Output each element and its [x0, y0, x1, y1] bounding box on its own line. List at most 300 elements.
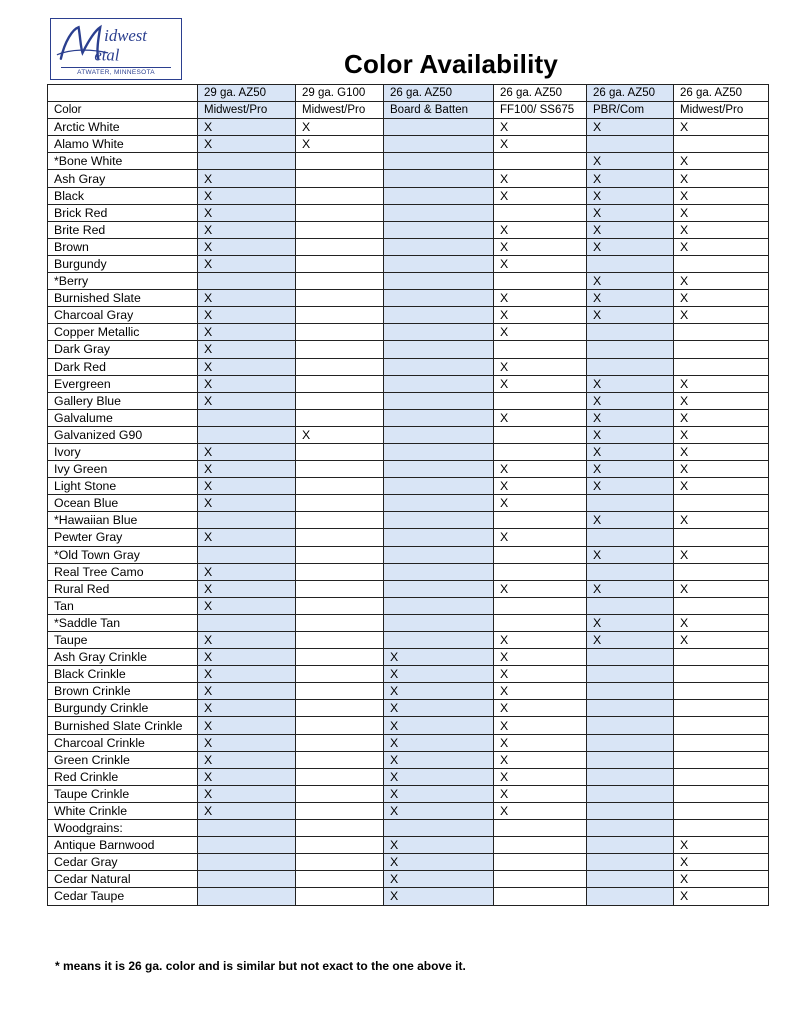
color-name-cell: *Bone White [48, 153, 198, 170]
table-row [48, 649, 769, 666]
availability-cell: X [587, 307, 674, 324]
table-row [48, 238, 769, 255]
availability-cell: X [674, 443, 769, 460]
color-name-cell: Galvanized G90 [48, 426, 198, 443]
availability-cell [384, 495, 494, 512]
availability-cell [384, 187, 494, 204]
availability-cell: X [674, 392, 769, 409]
color-name-cell: Cedar Natural [48, 871, 198, 888]
availability-cell [198, 409, 296, 426]
availability-cell: X [587, 290, 674, 307]
availability-cell: X [384, 768, 494, 785]
color-name-cell: *Saddle Tan [48, 614, 198, 631]
availability-cell [296, 700, 384, 717]
availability-cell: X [198, 683, 296, 700]
availability-cell [494, 837, 587, 854]
color-name-cell: Ivory [48, 443, 198, 460]
table-row [48, 255, 769, 272]
availability-cell: X [384, 802, 494, 819]
table-row [48, 324, 769, 341]
availability-cell [296, 529, 384, 546]
availability-cell [296, 854, 384, 871]
availability-cell: X [494, 290, 587, 307]
availability-cell [587, 649, 674, 666]
availability-cell: X [384, 700, 494, 717]
availability-cell [384, 597, 494, 614]
table-row [48, 614, 769, 631]
availability-cell [587, 871, 674, 888]
availability-cell [494, 888, 587, 905]
availability-cell: Board & Batten [384, 102, 494, 119]
availability-cell: X [587, 153, 674, 170]
availability-cell [296, 221, 384, 238]
table-row [48, 888, 769, 905]
table-row [48, 426, 769, 443]
availability-cell [494, 512, 587, 529]
availability-cell [494, 426, 587, 443]
availability-cell [587, 768, 674, 785]
availability-cell [384, 546, 494, 563]
availability-cell: X [674, 837, 769, 854]
availability-cell [384, 153, 494, 170]
table-row [48, 341, 769, 358]
availability-cell: X [494, 358, 587, 375]
availability-cell: X [674, 854, 769, 871]
color-name-cell: Ash Gray [48, 170, 198, 187]
color-name-cell: Burnished Slate [48, 290, 198, 307]
color-name-cell: Brown [48, 238, 198, 255]
availability-cell [674, 802, 769, 819]
table-row [48, 204, 769, 221]
availability-cell: X [494, 461, 587, 478]
availability-cell: X [198, 580, 296, 597]
availability-cell [198, 888, 296, 905]
availability-cell: X [587, 580, 674, 597]
availability-cell [587, 820, 674, 837]
color-name-cell: Color [48, 102, 198, 119]
color-name-cell: Galvalume [48, 409, 198, 426]
availability-cell [296, 717, 384, 734]
color-name-cell: Taupe [48, 632, 198, 649]
availability-cell: X [494, 632, 587, 649]
color-name-cell: Evergreen [48, 375, 198, 392]
availability-cell [674, 341, 769, 358]
table-row [48, 563, 769, 580]
availability-cell: X [674, 221, 769, 238]
availability-cell: X [198, 649, 296, 666]
availability-cell [587, 324, 674, 341]
availability-cell [296, 238, 384, 255]
table-row [48, 632, 769, 649]
availability-cell: 26 ga. AZ50 [384, 85, 494, 102]
table-row [48, 700, 769, 717]
availability-cell [296, 563, 384, 580]
color-name-cell: Brick Red [48, 204, 198, 221]
availability-cell [384, 341, 494, 358]
availability-cell: FF100/ SS675 [494, 102, 587, 119]
availability-cell: 29 ga. G100 [296, 85, 384, 102]
color-name-cell: Dark Gray [48, 341, 198, 358]
availability-cell: X [198, 768, 296, 785]
availability-cell [587, 255, 674, 272]
availability-cell [384, 443, 494, 460]
availability-cell: 26 ga. AZ50 [494, 85, 587, 102]
availability-cell: X [494, 666, 587, 683]
availability-cell [587, 785, 674, 802]
availability-cell: X [384, 837, 494, 854]
availability-cell [198, 426, 296, 443]
table-row [48, 461, 769, 478]
availability-cell: X [674, 187, 769, 204]
availability-cell: X [587, 614, 674, 631]
page-title: Color Availability [344, 49, 559, 79]
availability-cell [198, 854, 296, 871]
availability-cell: X [494, 802, 587, 819]
availability-cell [296, 802, 384, 819]
table-row [48, 546, 769, 563]
availability-cell [384, 529, 494, 546]
availability-cell [198, 614, 296, 631]
availability-cell [384, 563, 494, 580]
availability-cell: X [587, 119, 674, 136]
table-row [48, 290, 769, 307]
availability-cell: X [674, 153, 769, 170]
availability-cell [674, 649, 769, 666]
availability-cell: X [674, 273, 769, 290]
availability-cell: X [198, 700, 296, 717]
availability-cell [587, 751, 674, 768]
availability-cell [587, 358, 674, 375]
color-name-cell: Green Crinkle [48, 751, 198, 768]
logo-script-mark [51, 19, 181, 67]
availability-cell: X [587, 443, 674, 460]
availability-cell [674, 255, 769, 272]
availability-cell: X [198, 221, 296, 238]
header-row-profile [48, 102, 769, 119]
availability-cell: X [494, 495, 587, 512]
color-name-cell: Gallery Blue [48, 392, 198, 409]
color-name-cell: Charcoal Gray [48, 307, 198, 324]
availability-cell: 26 ga. AZ50 [587, 85, 674, 102]
availability-cell: X [198, 563, 296, 580]
availability-cell: X [494, 170, 587, 187]
availability-cell: Midwest/Pro [198, 102, 296, 119]
availability-cell: X [198, 204, 296, 221]
availability-cell [674, 136, 769, 153]
availability-cell [198, 820, 296, 837]
availability-cell: X [674, 546, 769, 563]
availability-cell: X [494, 187, 587, 204]
availability-cell [198, 153, 296, 170]
availability-cell: X [384, 717, 494, 734]
availability-cell: X [198, 307, 296, 324]
color-name-cell: Copper Metallic [48, 324, 198, 341]
availability-cell: X [587, 426, 674, 443]
color-name-cell: Tan [48, 597, 198, 614]
availability-cell [494, 204, 587, 221]
availability-cell: X [587, 375, 674, 392]
availability-cell: X [587, 409, 674, 426]
availability-cell: X [587, 546, 674, 563]
availability-cell [296, 324, 384, 341]
availability-cell: X [384, 666, 494, 683]
availability-cell: X [198, 136, 296, 153]
availability-cell: X [296, 136, 384, 153]
availability-cell: X [198, 632, 296, 649]
availability-cell [587, 717, 674, 734]
availability-cell [587, 341, 674, 358]
table-row [48, 443, 769, 460]
color-name-cell: Cedar Gray [48, 854, 198, 871]
table-row [48, 580, 769, 597]
availability-cell: X [494, 409, 587, 426]
availability-cell: X [494, 529, 587, 546]
availability-cell: X [198, 358, 296, 375]
availability-cell [296, 409, 384, 426]
availability-cell [296, 837, 384, 854]
availability-cell [674, 683, 769, 700]
availability-cell [674, 717, 769, 734]
availability-cell [674, 529, 769, 546]
availability-cell: X [384, 751, 494, 768]
availability-cell [384, 478, 494, 495]
availability-cell [494, 546, 587, 563]
color-name-cell: Burnished Slate Crinkle [48, 717, 198, 734]
availability-cell: X [494, 580, 587, 597]
availability-cell [587, 854, 674, 871]
svg-text:idwest: idwest [104, 26, 147, 46]
table-row [48, 170, 769, 187]
availability-cell [674, 820, 769, 837]
color-name-cell: Burgundy [48, 255, 198, 272]
availability-cell: X [198, 238, 296, 255]
availability-cell: X [198, 255, 296, 272]
availability-cell: X [674, 512, 769, 529]
availability-cell: X [674, 614, 769, 631]
availability-cell: X [296, 119, 384, 136]
availability-cell [494, 820, 587, 837]
availability-cell [494, 597, 587, 614]
table-row [48, 153, 769, 170]
availability-cell [494, 563, 587, 580]
availability-cell: X [494, 683, 587, 700]
color-name-cell: Woodgrains: [48, 820, 198, 837]
availability-cell [384, 409, 494, 426]
availability-cell [296, 597, 384, 614]
availability-cell: X [384, 785, 494, 802]
color-name-cell: Black Crinkle [48, 666, 198, 683]
availability-cell: X [198, 717, 296, 734]
color-name-cell: Ivy Green [48, 461, 198, 478]
availability-cell [296, 768, 384, 785]
availability-cell [296, 580, 384, 597]
availability-cell: X [384, 649, 494, 666]
availability-cell [674, 700, 769, 717]
availability-cell [384, 614, 494, 631]
availability-cell: X [384, 888, 494, 905]
midwest-metal-logo [50, 18, 182, 80]
availability-cell [296, 170, 384, 187]
availability-cell [296, 392, 384, 409]
table-row [48, 273, 769, 290]
color-name-cell: Charcoal Crinkle [48, 734, 198, 751]
availability-cell: X [674, 888, 769, 905]
availability-cell [494, 443, 587, 460]
availability-cell [494, 854, 587, 871]
availability-cell: X [198, 461, 296, 478]
table-row [48, 221, 769, 238]
availability-cell: PBR/Com [587, 102, 674, 119]
availability-cell [494, 392, 587, 409]
availability-cell [587, 597, 674, 614]
availability-cell [384, 204, 494, 221]
availability-cell: X [198, 802, 296, 819]
footnote: * means it is 26 ga. color and is similar but not exact to the one above it. [55, 959, 466, 973]
availability-cell [296, 632, 384, 649]
table-row [48, 751, 769, 768]
availability-cell [384, 255, 494, 272]
availability-cell [296, 785, 384, 802]
availability-cell [296, 375, 384, 392]
availability-cell [587, 734, 674, 751]
availability-cell [674, 734, 769, 751]
availability-cell: X [587, 392, 674, 409]
availability-cell [384, 461, 494, 478]
availability-cell [296, 649, 384, 666]
availability-cell [296, 495, 384, 512]
table-row [48, 375, 769, 392]
availability-cell [674, 358, 769, 375]
color-name-cell: Arctic White [48, 119, 198, 136]
availability-cell [296, 153, 384, 170]
color-name-cell: Antique Barnwood [48, 837, 198, 854]
availability-cell: X [198, 734, 296, 751]
availability-cell [384, 392, 494, 409]
table-row [48, 837, 769, 854]
table-row [48, 820, 769, 837]
availability-cell [198, 546, 296, 563]
availability-cell: X [674, 871, 769, 888]
availability-cell [587, 666, 674, 683]
availability-cell [296, 871, 384, 888]
availability-cell: X [494, 255, 587, 272]
availability-cell: X [494, 221, 587, 238]
availability-cell [674, 666, 769, 683]
color-name-cell: Alamo White [48, 136, 198, 153]
svg-text:etal: etal [94, 45, 120, 65]
availability-cell [198, 837, 296, 854]
color-name-cell: Burgundy Crinkle [48, 700, 198, 717]
color-name-cell: Ocean Blue [48, 495, 198, 512]
availability-cell: X [587, 170, 674, 187]
availability-cell [296, 478, 384, 495]
availability-cell [296, 666, 384, 683]
availability-cell [384, 136, 494, 153]
availability-cell: X [384, 734, 494, 751]
table-row [48, 307, 769, 324]
availability-cell: X [198, 785, 296, 802]
availability-cell: X [674, 478, 769, 495]
availability-cell [587, 888, 674, 905]
color-availability-table [47, 84, 769, 906]
color-name-cell: Red Crinkle [48, 768, 198, 785]
availability-cell [587, 700, 674, 717]
availability-cell: X [587, 461, 674, 478]
color-name-cell: Cedar Taupe [48, 888, 198, 905]
availability-cell [384, 426, 494, 443]
table-row [48, 358, 769, 375]
availability-cell: X [674, 204, 769, 221]
availability-cell: X [587, 238, 674, 255]
availability-cell: X [198, 597, 296, 614]
availability-cell: X [494, 375, 587, 392]
availability-cell [198, 512, 296, 529]
table-row [48, 666, 769, 683]
availability-cell [587, 136, 674, 153]
color-name-cell: Taupe Crinkle [48, 785, 198, 802]
color-name-cell: Real Tree Camo [48, 563, 198, 580]
availability-cell: X [494, 734, 587, 751]
availability-cell: X [587, 221, 674, 238]
availability-cell: X [674, 426, 769, 443]
availability-cell: X [198, 529, 296, 546]
table-row [48, 768, 769, 785]
availability-cell: 29 ga. AZ50 [198, 85, 296, 102]
availability-cell [384, 324, 494, 341]
availability-cell [587, 683, 674, 700]
availability-cell: X [198, 170, 296, 187]
availability-cell [296, 187, 384, 204]
table-row [48, 495, 769, 512]
color-name-cell: Rural Red [48, 580, 198, 597]
table-row [48, 734, 769, 751]
availability-cell: X [587, 632, 674, 649]
color-name-cell: Brown Crinkle [48, 683, 198, 700]
availability-cell: X [296, 426, 384, 443]
availability-cell [296, 820, 384, 837]
availability-cell: X [494, 768, 587, 785]
table-row [48, 512, 769, 529]
availability-cell [674, 324, 769, 341]
availability-cell [674, 597, 769, 614]
availability-cell: X [198, 443, 296, 460]
availability-cell [296, 683, 384, 700]
availability-cell: X [674, 461, 769, 478]
availability-cell [674, 785, 769, 802]
availability-cell: X [198, 324, 296, 341]
availability-cell: X [198, 392, 296, 409]
table-row [48, 136, 769, 153]
availability-cell: X [384, 871, 494, 888]
availability-cell [296, 546, 384, 563]
availability-cell: X [674, 580, 769, 597]
availability-cell [494, 614, 587, 631]
availability-cell [296, 614, 384, 631]
availability-cell [296, 290, 384, 307]
availability-cell [296, 341, 384, 358]
availability-cell: X [674, 307, 769, 324]
availability-cell [384, 273, 494, 290]
availability-cell: X [198, 290, 296, 307]
availability-cell [384, 820, 494, 837]
availability-cell [384, 358, 494, 375]
table-row [48, 854, 769, 871]
availability-cell [296, 512, 384, 529]
availability-cell [296, 888, 384, 905]
color-name-cell: Black [48, 187, 198, 204]
availability-cell: X [198, 375, 296, 392]
availability-cell [296, 307, 384, 324]
